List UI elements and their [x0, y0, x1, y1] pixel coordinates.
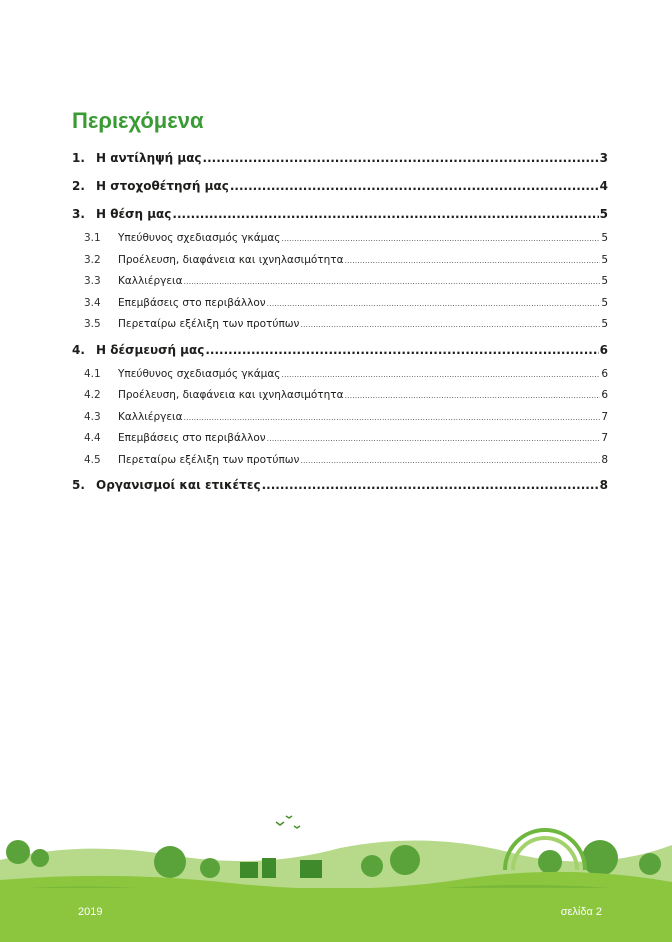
toc-entry-page: 5 [601, 296, 608, 309]
footer-page-number: σελίδα 2 [560, 906, 602, 918]
dot-leader [267, 428, 601, 450]
toc-entry-label: Υπεύθυνος σχεδιασμός γκάμας [118, 367, 281, 380]
toc-entry-label: Η θέση μας [96, 207, 172, 221]
dot-leader [345, 385, 601, 407]
toc-entry-label: Επεμβάσεις στο περιβάλλον [118, 296, 266, 309]
toc-entry-label: Η αντίληψή μας [96, 151, 202, 165]
house-icon [262, 858, 276, 878]
toc-entry-page: 5 [601, 275, 608, 287]
toc-entry-number: 4.4 [84, 432, 101, 444]
dot-leader [267, 293, 601, 315]
toc-entry-label: Η στοχοθέτησή μας [96, 179, 229, 193]
dot-leader [281, 364, 600, 386]
toc-entry-page: 6 [601, 389, 608, 401]
dot-leader [300, 314, 600, 336]
toc-entry[interactable] [72, 364, 608, 386]
toc-entry[interactable] [72, 385, 608, 407]
toc-entry-number: 3.3 [84, 275, 101, 287]
toc-entry-page: 8 [601, 453, 608, 466]
toc-entry-number: 1. [72, 151, 85, 165]
toc-entry[interactable] [72, 271, 608, 293]
dot-leader [300, 450, 600, 472]
tree-icon [582, 840, 618, 876]
toc-entry-page: 4 [599, 179, 608, 193]
toc-entry-page: 5 [599, 207, 608, 221]
toc-entry[interactable] [72, 200, 608, 228]
tree-icon [200, 858, 220, 878]
toc-entry[interactable] [72, 228, 608, 250]
toc-entry-number: 3.4 [84, 296, 101, 309]
dot-leader [172, 200, 598, 228]
toc-entry[interactable] [72, 471, 608, 499]
toc-entry-label: Προέλευση, διαφάνεια και ιχνηλασιμότητα [118, 389, 344, 401]
toc-entry-number: 4. [72, 342, 85, 357]
toc-entry-label: Επεμβάσεις στο περιβάλλον [118, 432, 266, 444]
dot-leader [230, 172, 599, 200]
dot-leader [281, 228, 600, 250]
toc-entry-page: 3 [599, 151, 608, 165]
dot-leader [184, 271, 601, 293]
toc-entry-page: 8 [599, 478, 608, 492]
tree-icon [154, 846, 186, 878]
tree-icon [639, 853, 661, 875]
tree-icon [538, 850, 562, 874]
toc-entry-page: 6 [599, 342, 608, 357]
toc-entry-page: 7 [601, 410, 608, 423]
birds-icon [276, 816, 300, 828]
toc-entry-label: Υπεύθυνος σχεδιασμός γκάμας [118, 232, 281, 244]
toc-entry-label: Η δέσμευσή μας [96, 342, 205, 357]
toc-entry-number: 2. [72, 179, 85, 193]
toc-entry-label: Περεταίρω εξέλιξη των προτύπων [118, 318, 300, 330]
dot-leader [184, 407, 601, 429]
toc-entry[interactable] [72, 336, 608, 364]
toc-entry[interactable] [72, 144, 608, 172]
toc-entry[interactable] [72, 428, 608, 450]
toc-entry-page: 5 [601, 253, 608, 266]
dot-leader [345, 250, 601, 272]
table-of-contents [72, 144, 608, 499]
tree-icon [31, 849, 49, 867]
toc-entry-number: 5. [72, 478, 85, 492]
toc-entry-label: Προέλευση, διαφάνεια και ιχνηλασιμότητα [118, 253, 344, 266]
toc-entry-label: Καλλιέργεια [118, 275, 183, 287]
toc-entry[interactable] [72, 407, 608, 429]
toc-entry-label: Οργανισμοί και ετικέτες [96, 478, 261, 492]
house-icon [240, 862, 258, 878]
toc-entry[interactable] [72, 172, 608, 200]
house-icon [300, 860, 322, 878]
toc-entry-page: 6 [601, 367, 608, 380]
tree-icon [6, 840, 30, 864]
toc-entry-page: 5 [601, 318, 608, 330]
toc-entry[interactable] [72, 314, 608, 336]
toc-entry-number: 3.5 [84, 318, 101, 330]
toc-entry[interactable] [72, 250, 608, 272]
toc-entry-number: 3. [72, 207, 85, 221]
page-title: Περιεχόμενα [72, 108, 204, 133]
dot-leader [203, 144, 599, 172]
dot-leader [205, 336, 598, 364]
toc-entry-label: Περεταίρω εξέλιξη των προτύπων [118, 453, 300, 466]
toc-entry-number: 4.5 [84, 453, 101, 466]
toc-entry[interactable] [72, 293, 608, 315]
toc-entry-number: 4.2 [84, 389, 101, 401]
toc-entry-number: 4.3 [84, 410, 101, 423]
toc-entry[interactable] [72, 450, 608, 472]
footer-year: 2019 [78, 906, 103, 918]
toc-entry-number: 3.1 [84, 232, 101, 244]
tree-icon [361, 855, 383, 877]
toc-entry-number: 3.2 [84, 253, 101, 266]
toc-entry-page: 7 [601, 432, 608, 444]
toc-entry-page: 5 [601, 232, 608, 244]
toc-entry-label: Καλλιέργεια [118, 410, 183, 423]
dot-leader [262, 471, 599, 499]
tree-icon [390, 845, 420, 875]
toc-entry-number: 4.1 [84, 367, 101, 380]
